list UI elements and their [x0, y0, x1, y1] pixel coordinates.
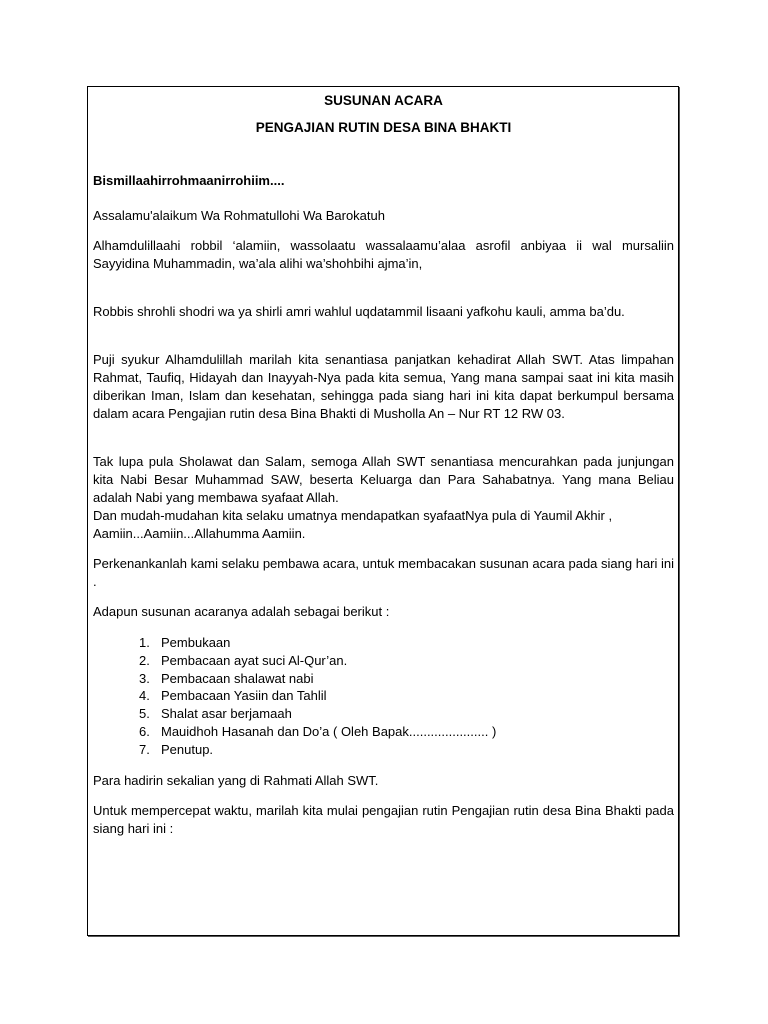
paragraph-hamdalah: Alhamdulillaahi robbil ‘alamiin, wassolaatu wassalaamu’alaa asrofil anbiyaa ii wal mursaliin Sayyidina Muhammadin, wa’ala alihi wa’shohbihi ajma’in, — [93, 238, 674, 271]
list-item: 5. Shalat asar berjamaah — [139, 706, 292, 722]
paragraph-sholawat: Tak lupa pula Sholawat dan Salam, semoga Allah SWT senantiasa mencurahkan pada junjungan kita Nabi Besar Muhammad SAW, beserta Keluarga dan Para Sahabatnya. Yang mana Beliau adalah Nabi yang membawa syafaat Allah. — [93, 454, 674, 505]
list-item: 7. Penutup. — [139, 741, 214, 757]
paragraph-hadirin: Para hadirin sekalian yang di Rahmati Allah SWT. — [93, 772, 379, 788]
list-item: 1. Pembukaan — [139, 635, 231, 650]
paragraph-mempercepat: Untuk mempercepat waktu, marilah kita mulai pengajian rutin Pengajian rutin desa Bina Bhakti pada siang hari ini : — [93, 802, 674, 836]
greeting-salam: Assalamu'alaikum Wa Rohmatullohi Wa Barokatuh — [93, 208, 385, 223]
document-title: SUSUNAN ACARA — [324, 93, 443, 108]
agenda-list — [93, 634, 674, 759]
paragraph-harapan-line1: Dan mudah-mudahan kita selaku umatnya mendapatkan syafaatNya pula di Yaumil Akhir , — [93, 508, 613, 523]
paragraph-perkenankan: Perkenankanlah kami selaku pembawa acara, untuk membacakan susunan acara pada siang hari ini . — [93, 556, 675, 589]
paragraph-syukur: Puji syukur Alhamdulillah marilah kita senantiasa panjatkan kehadirat Allah SWT. Atas limpahan Rahmat, Taufiq, Hidayah dan Inayyah-Nya pada kita semua, Yang mana sampai saat ini kita masih diberikan Iman, Islam dan kesehatan, sehingga pada siang hari ini kita dapat berkumpul bersama dalam acara Pengajian rutin desa Bina Bhakti di Musholla An – Nur RT 12 RW 03. — [93, 352, 674, 421]
paragraph-robbis: Robbis shrohli shodri wa ya shirli amri wahlul uqdatammil lisaani yafkohu kauli, amma ba’du. — [93, 304, 625, 319]
list-item: 3. Pembacaan shalawat nabi — [139, 670, 314, 686]
paragraph-adapun: Adapun susunan acaranya adalah sebagai berikut : — [93, 604, 390, 619]
opening-basmalah: Bismillaahirrohmaanirrohiim.... — [93, 173, 285, 188]
list-item: 2. Pembacaan ayat suci Al-Qur’an. — [139, 652, 348, 668]
paragraph-harapan-line2: Aamiin...Aamiin...Allahumma Aamiin. — [93, 526, 306, 541]
list-item: 4. Pembacaan Yasiin dan Tahlil — [139, 688, 327, 704]
document-content — [93, 90, 674, 838]
document-subtitle: PENGAJIAN RUTIN DESA BINA BHAKTI — [255, 120, 512, 135]
list-item: 6. Mauidhoh Hasanah dan Do’a ( Oleh Bapak...................... ) — [139, 723, 497, 739]
